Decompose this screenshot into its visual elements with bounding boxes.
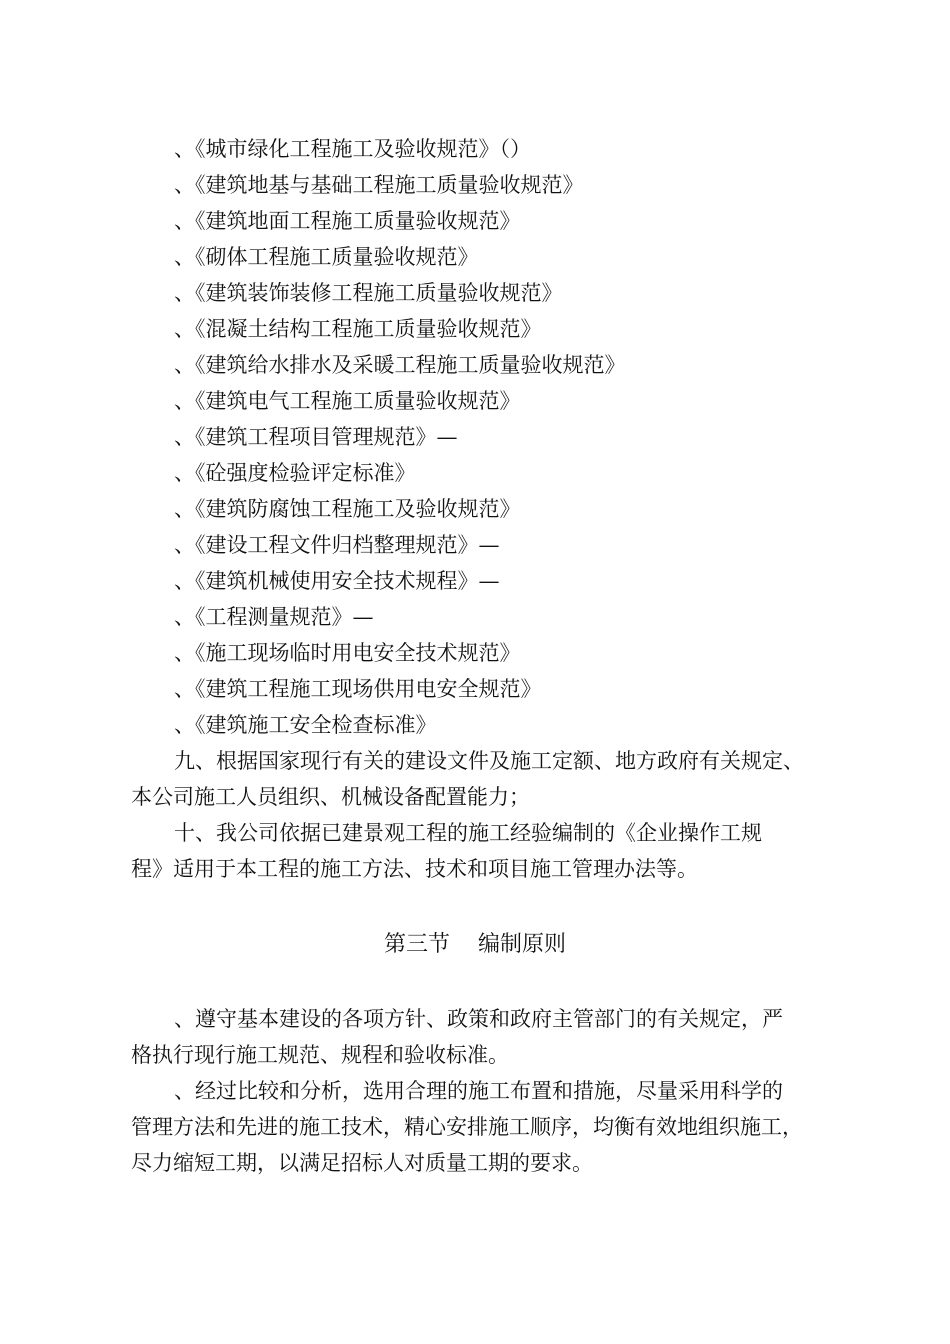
list-item: 、《建筑给水排水及采暖工程施工质量验收规范》 bbox=[174, 353, 626, 377]
paragraph-line: 管理方法和先进的施工技术，精心安排施工顺序，均衡有效地组织施工， bbox=[131, 1115, 803, 1139]
paragraph-item-nine bbox=[0, 743, 950, 815]
paragraph-line: 格执行现行施工规范、规程和验收标准。 bbox=[131, 1043, 509, 1067]
section-number: 第三节 bbox=[383, 932, 450, 957]
list-item: 、《建筑机械使用安全技术规程》— bbox=[174, 569, 500, 593]
list-item: 、《城市绿化工程施工及验收规范》（） bbox=[174, 137, 531, 161]
list-item: 、《建筑工程施工现场供用电安全规范》 bbox=[174, 677, 542, 701]
paragraph-principle-two bbox=[0, 1073, 950, 1181]
paragraph-line: 程》适用于本工程的施工方法、技术和项目施工管理办法等。 bbox=[131, 857, 698, 881]
paragraph-line: 尽力缩短工期，以满足招标人对质量工期的要求。 bbox=[131, 1151, 593, 1175]
paragraph-principle-one bbox=[0, 1001, 950, 1073]
standards-list bbox=[0, 131, 950, 743]
list-item: 、《建筑电气工程施工质量验收规范》 bbox=[174, 389, 521, 413]
paragraph-item-ten bbox=[0, 815, 950, 887]
section-heading bbox=[0, 925, 950, 965]
paragraph-line: 本公司施工人员组织、机械设备配置能力； bbox=[131, 785, 530, 809]
paragraph-line: 、经过比较和分析，选用合理的施工布置和措施，尽量采用科学的 bbox=[174, 1079, 783, 1103]
paragraph-line: 、遵守基本建设的各项方针、政策和政府主管部门的有关规定，严 bbox=[174, 1007, 783, 1031]
paragraph-line: 十、我公司依据已建景观工程的施工经验编制的《企业操作工规 bbox=[174, 821, 762, 845]
list-item: 、《砌体工程施工质量验收规范》 bbox=[174, 245, 479, 269]
list-item: 、《建设工程文件归档整理规范》— bbox=[174, 533, 500, 557]
list-item: 、《工程测量规范》— bbox=[174, 605, 374, 629]
list-item: 、《混凝土结构工程施工质量验收规范》 bbox=[174, 317, 542, 341]
list-item: 、《建筑地基与基础工程施工质量验收规范》 bbox=[174, 173, 584, 197]
list-item: 、《建筑工程项目管理规范》— bbox=[174, 425, 458, 449]
list-item: 、《建筑防腐蚀工程施工及验收规范》 bbox=[174, 497, 521, 521]
list-item: 、《建筑装饰装修工程施工质量验收规范》 bbox=[174, 281, 563, 305]
list-item: 、《建筑地面工程施工质量验收规范》 bbox=[174, 209, 521, 233]
list-item: 、《砼强度检验评定标准》 bbox=[174, 461, 416, 485]
paragraph-line: 九、根据国家现行有关的建设文件及施工定额、地方政府有关规定、 bbox=[174, 749, 804, 773]
list-item: 、《建筑施工安全检查标准》 bbox=[174, 713, 437, 737]
section-title: 编制原则 bbox=[478, 932, 567, 957]
list-item: 、《施工现场临时用电安全技术规范》 bbox=[174, 641, 521, 665]
